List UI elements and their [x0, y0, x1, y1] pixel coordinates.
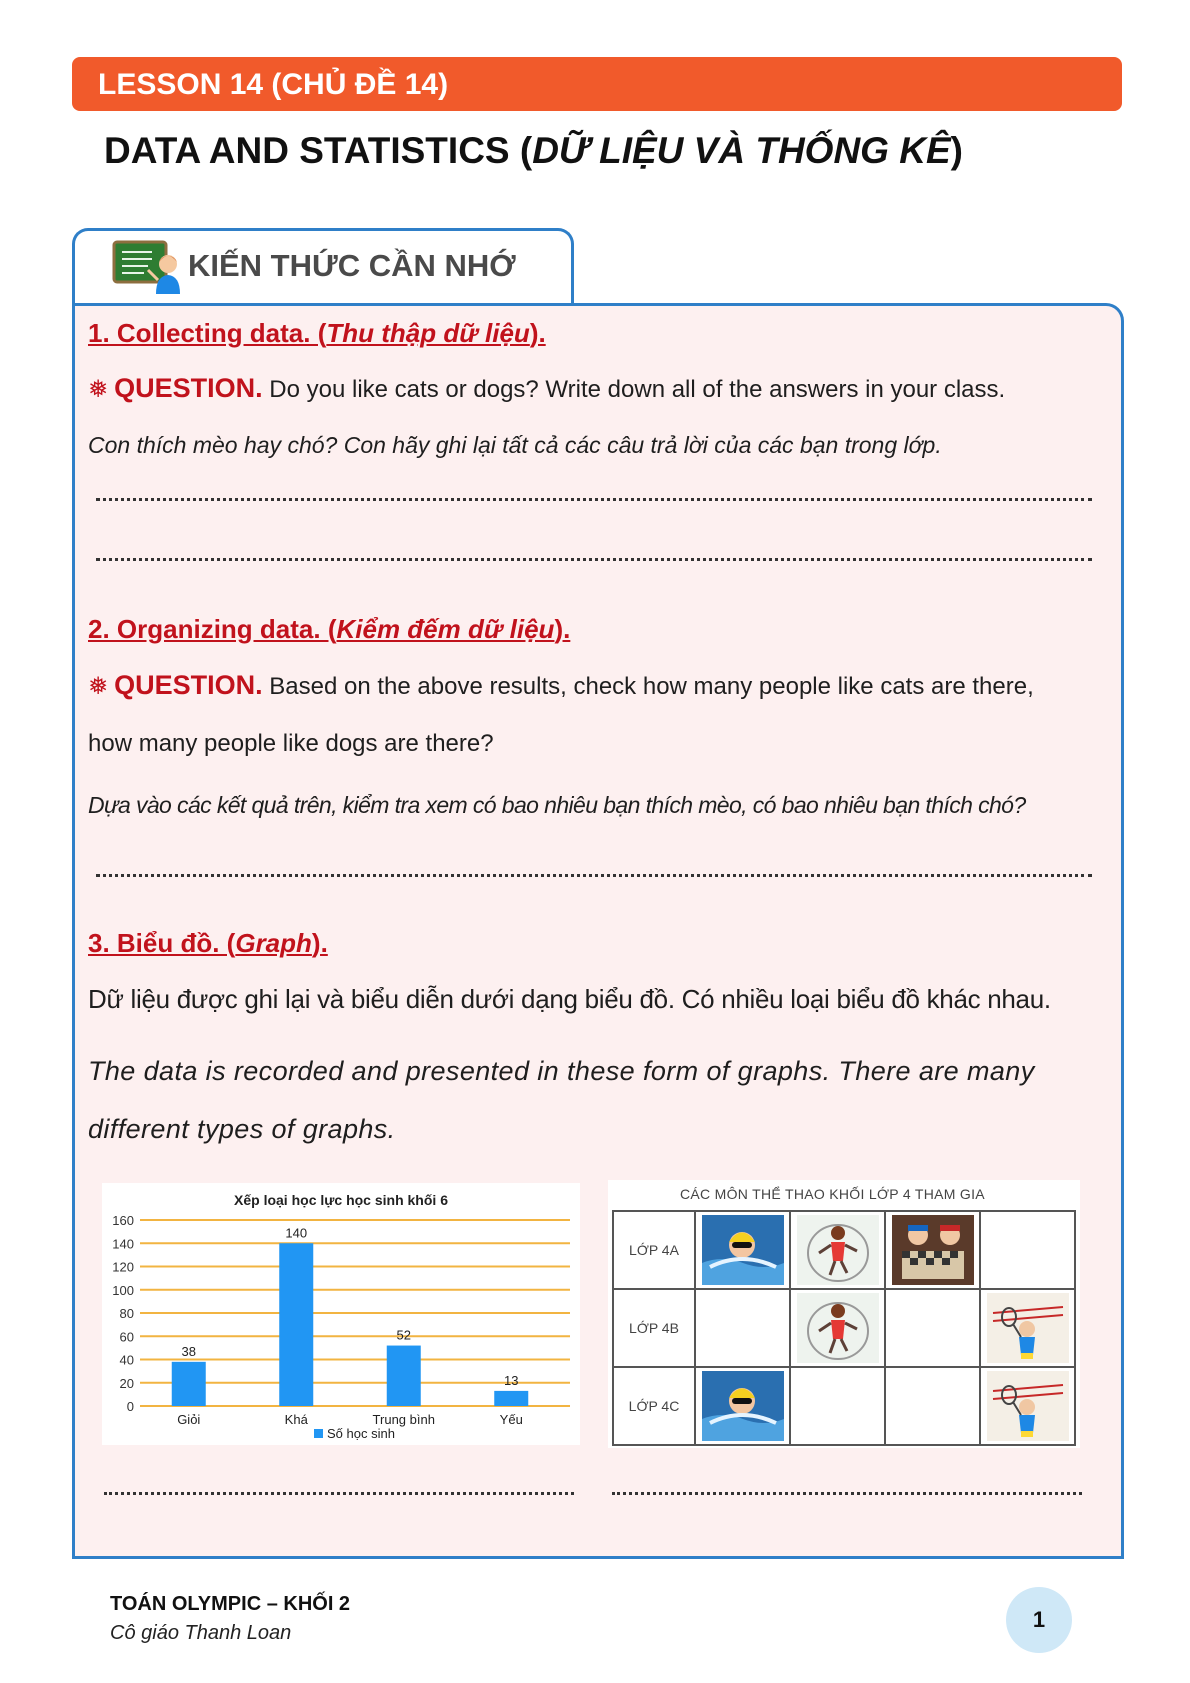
sparkle-icon: ❅ — [88, 376, 109, 403]
section2-question-cont: how many people like dogs are there? — [88, 730, 494, 757]
x-tick-label: Trung bình — [372, 1412, 435, 1427]
y-tick-label: 160 — [112, 1213, 134, 1228]
bar — [494, 1391, 528, 1406]
lesson-label: LESSON 14 (CHỦ ĐỀ 14) — [98, 68, 449, 101]
data-label: 38 — [181, 1343, 196, 1359]
x-tick-label: Yếu — [499, 1412, 523, 1427]
badminton-icon — [987, 1371, 1069, 1441]
pictograph — [608, 1180, 1080, 1448]
question-label: QUESTION. — [114, 373, 263, 403]
pictograph-row-label: LỚP 4B — [613, 1289, 695, 1367]
answer-line[interactable] — [612, 1492, 1082, 1495]
data-label: 13 — [504, 1372, 519, 1388]
section1-heading — [88, 318, 546, 349]
data-label: 52 — [396, 1327, 411, 1343]
section2-heading-italic: Kiểm đếm dữ liệu — [336, 614, 555, 644]
section1-heading-suffix: ). — [529, 318, 546, 348]
pictograph-row — [613, 1211, 1075, 1289]
question-text: Do you like cats or dogs? Write down all of the answers in your class. — [262, 376, 1006, 403]
bar — [172, 1362, 206, 1406]
pictograph-row — [613, 1289, 1075, 1367]
section2-question — [88, 670, 1034, 701]
y-tick-label: 0 — [126, 1399, 134, 1414]
chart-title: Xếp loại học lực học sinh khối 6 — [234, 1192, 448, 1208]
badminton-icon — [987, 1293, 1069, 1363]
pictograph-row-label: LỚP 4A — [613, 1211, 695, 1289]
page-title — [104, 130, 963, 172]
answer-line[interactable] — [96, 498, 1092, 501]
bar — [279, 1243, 313, 1406]
bar-chart-svg — [102, 1183, 580, 1445]
x-tick-label: Giỏi — [177, 1412, 201, 1427]
y-tick-label: 60 — [119, 1329, 134, 1345]
section3-heading — [88, 928, 328, 959]
y-tick-label: 140 — [112, 1236, 134, 1252]
tab-label: KIẾN THỨC CẦN NHỚ — [188, 248, 516, 283]
footer-title: TOÁN OLYMPIC – KHỐI 2 — [110, 1593, 351, 1615]
bar-chart — [102, 1183, 580, 1445]
question-text: Based on the above results, check how many people like cats are there, — [262, 673, 1034, 700]
section2-translation: Dựa vào các kết quả trên, kiểm tra xem có bao nhiêu bạn thích mèo, có bao nhiêu bạn thích chó? — [88, 792, 1026, 818]
data-label: 140 — [285, 1225, 308, 1241]
section3-vi-text: Dữ liệu được ghi lại và biểu diễn dưới dạng biểu đồ. Có nhiều loại biểu đồ khác nhau. — [88, 984, 1051, 1014]
footer-author: Cô giáo Thanh Loan — [110, 1622, 292, 1644]
y-tick-label: 20 — [119, 1375, 134, 1391]
x-tick-label: Khá — [284, 1412, 308, 1427]
section2-heading-prefix: 2. Organizing data. ( — [88, 614, 337, 644]
sparkle-icon: ❅ — [88, 673, 109, 700]
chess-icon — [892, 1215, 974, 1285]
legend-swatch — [314, 1429, 323, 1438]
pictograph-table — [612, 1210, 1076, 1446]
pictograph-cell — [695, 1211, 790, 1289]
answer-line[interactable] — [96, 874, 1092, 877]
y-tick-label: 80 — [119, 1306, 134, 1321]
page-number: 1 — [1006, 1587, 1072, 1653]
pictograph-cell — [790, 1211, 885, 1289]
title-end: ) — [950, 130, 963, 171]
answer-line[interactable] — [96, 558, 1092, 561]
section2-heading-suffix: ). — [554, 614, 571, 644]
section3-heading-suffix: ). — [311, 928, 328, 958]
legend-label: Số học sinh — [327, 1426, 395, 1441]
section3-heading-italic: Graph — [235, 928, 312, 958]
y-tick-label: 100 — [112, 1282, 134, 1298]
swimming-icon — [702, 1371, 784, 1441]
section3-en-text-1: The data is recorded and presented in these form of graphs. There are many — [88, 1056, 1035, 1086]
pictograph-row — [613, 1367, 1075, 1445]
pictograph-title: CÁC MÔN THỂ THAO KHỐI LỚP 4 THAM GIA — [680, 1186, 985, 1202]
bar — [387, 1346, 421, 1406]
pictograph-cell — [980, 1289, 1075, 1367]
section1-heading-prefix: 1. Collecting data. ( — [88, 318, 327, 348]
pictograph-cell — [695, 1289, 790, 1367]
jump-rope-icon — [797, 1215, 879, 1285]
pictograph-cell — [980, 1367, 1075, 1445]
question-label: QUESTION. — [114, 670, 263, 700]
section2-heading — [88, 614, 570, 645]
pictograph-cell — [790, 1367, 885, 1445]
y-tick-label: 40 — [119, 1352, 134, 1368]
title-italic: DỮ LIỆU VÀ THỐNG KÊ — [532, 130, 951, 171]
pictograph-row-label: LỚP 4C — [613, 1367, 695, 1445]
title-main: DATA AND STATISTICS ( — [104, 130, 533, 171]
section1-question — [88, 373, 1005, 404]
jump-rope-icon — [797, 1293, 879, 1363]
answer-line[interactable] — [104, 1492, 574, 1495]
section1-heading-italic: Thu thập dữ liệu — [326, 318, 530, 348]
pictograph-cell — [885, 1367, 980, 1445]
pictograph-cell — [790, 1289, 885, 1367]
lesson-banner — [72, 57, 1122, 111]
teacher-board-icon — [112, 240, 184, 296]
y-tick-label: 120 — [112, 1259, 134, 1275]
section3-en-text-2: different types of graphs. — [88, 1114, 396, 1144]
pictograph-cell — [980, 1211, 1075, 1289]
section3-heading-prefix: 3. Biểu đồ. ( — [88, 928, 236, 958]
pictograph-cell — [885, 1211, 980, 1289]
swimming-icon — [702, 1215, 784, 1285]
pictograph-cell — [885, 1289, 980, 1367]
section1-translation: Con thích mèo hay chó? Con hãy ghi lại tất cả các câu trả lời của các bạn trong lớp. — [88, 432, 942, 458]
pictograph-cell — [695, 1367, 790, 1445]
